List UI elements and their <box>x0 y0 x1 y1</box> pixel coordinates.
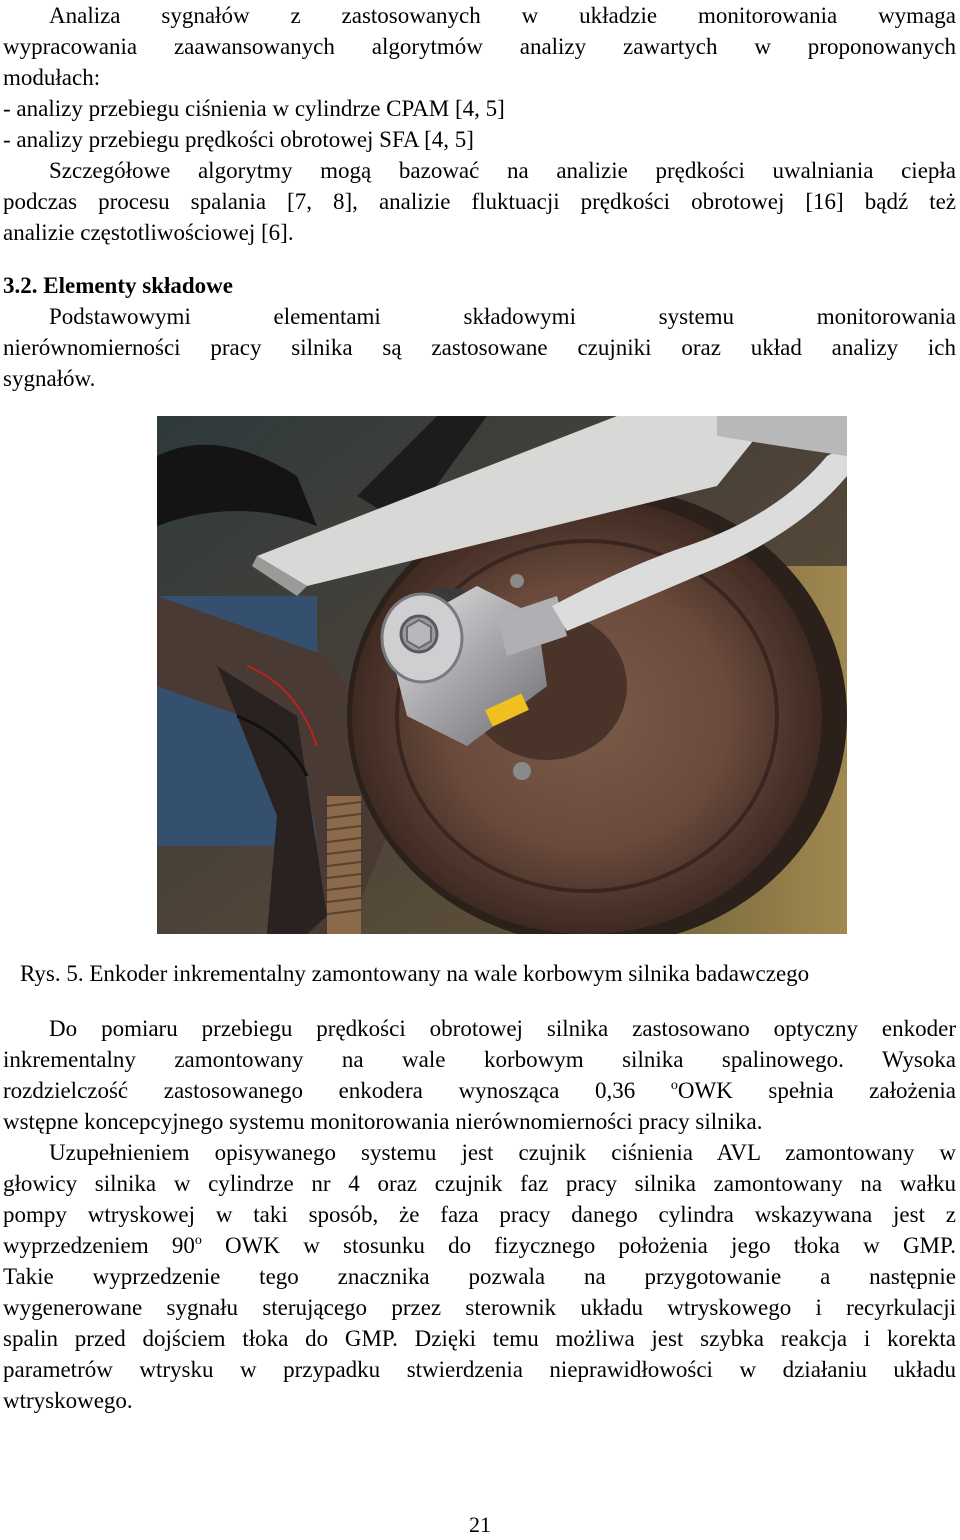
text-line: rozdzielczość zastosowanego enkodera wynosząca 0,36 $^o$OWK spełnia założenia <box>3 1078 956 1103</box>
list-item: - analizy przebiegu prędkości obrotowej SFA [4, 5] <box>3 127 474 152</box>
text-line: spalin przed dojściem tłoka do GMP. Dzięki temu możliwa jest szybka reakcja i korekta <box>3 1326 956 1351</box>
list-item: - analizy przebiegu ciśnienia w cylindrze CPAM [4, 5] <box>3 96 505 121</box>
text-line: sygnałów. <box>3 366 96 391</box>
text-line: podczas procesu spalania [7, 8], analizie fluktuacji prędkości obrotowej [16] bądź też <box>3 189 956 214</box>
text-line: inkrementalny zamontowany na wale korbowym silnika spalinowego. Wysoka <box>3 1047 956 1072</box>
text-line: Analiza sygnałów z zastosowanych w układzie monitorowania wymaga <box>49 3 956 28</box>
degree-superscript: o <box>194 1233 202 1248</box>
degree-superscript: o <box>670 1078 678 1093</box>
text-line: nierównomierności pracy silnika są zastosowane czujniki oraz układ analizy ich <box>3 335 956 360</box>
page-number: 21 <box>469 1512 491 1537</box>
text-line: modułach: <box>3 65 101 90</box>
section-heading: 3.2. Elementy składowe <box>3 273 233 298</box>
text-line: wypracowania zaawansowanych algorytmów analizy zawartych w proponowanych <box>3 34 956 59</box>
text-line: wyprzedzeniem 90$^o$ OWK w stosunku do fizycznego położenia jego tłoka w GMP. <box>3 1233 956 1258</box>
text-line: Uzupełnieniem opisywanego systemu jest czujnik ciśnienia AVL zamontowany w <box>49 1140 956 1165</box>
text-line: Szczegółowe algorytmy mogą bazować na analizie prędkości uwalniania ciepła <box>49 158 956 183</box>
text-line: parametrów wtrysku w przypadku stwierdzenia nieprawidłowości w działaniu układu <box>3 1357 956 1382</box>
figure-caption: Rys. 5. Enkoder inkrementalny zamontowany na wale korbowym silnika badawczego <box>20 961 810 986</box>
text-line: Takie wyprzedzenie tego znacznika pozwala na przygotowanie a następnie <box>3 1264 956 1289</box>
figure-photo-encoder <box>157 416 847 934</box>
text-line: Do pomiaru przebiegu prędkości obrotowej silnika zastosowano optyczny enkoder <box>49 1016 956 1041</box>
text-line: głowicy silnika w cylindrze nr 4 oraz czujnik faz pracy silnika zamontowany na wałku <box>3 1171 956 1196</box>
text-line: analizie częstotliwościowej [6]. <box>3 220 294 245</box>
text-line: Podstawowymi elementami składowymi systemu monitorowania <box>49 304 956 329</box>
text-line: wygenerowane sygnału sterującego przez sterownik układu wtryskowego i recyrkulacji <box>3 1295 956 1320</box>
text-line: pompy wtryskowej w taki sposób, że faza pracy danego cylindra wskazywana jest z <box>3 1202 956 1227</box>
text-line: wstępne koncepcyjnego systemu monitorowania nierównomierności pracy silnika. <box>3 1109 763 1134</box>
text-line: wtryskowego. <box>3 1388 133 1413</box>
